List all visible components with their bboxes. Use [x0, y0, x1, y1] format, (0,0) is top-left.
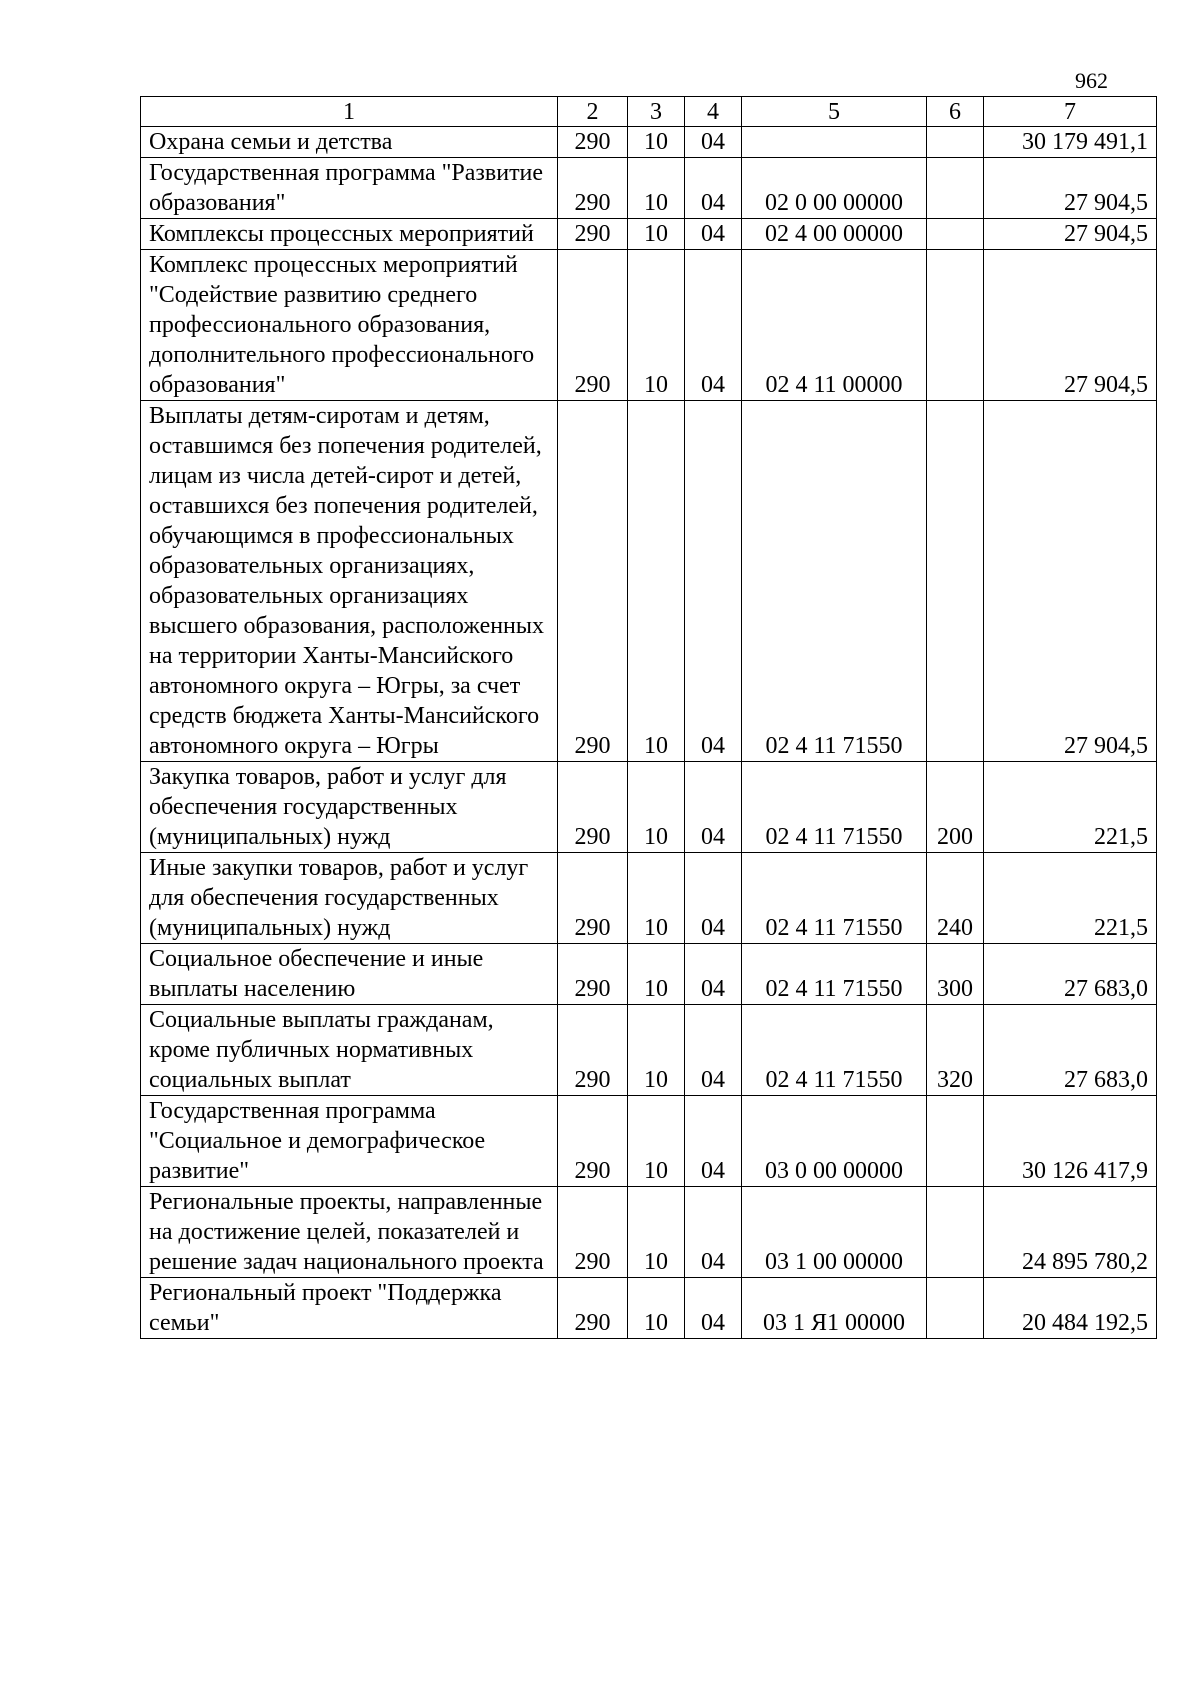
- cell-section: 10: [628, 127, 685, 158]
- cell-target: 03 1 00 00000: [742, 1187, 927, 1278]
- cell-type: 240: [927, 853, 984, 944]
- header-cell-type: 6: [927, 97, 984, 127]
- cell-type: [927, 127, 984, 158]
- table-body: [141, 127, 1157, 1339]
- table-row: [141, 944, 1157, 1005]
- cell-type: [927, 1096, 984, 1187]
- cell-subsection: 04: [685, 158, 742, 219]
- cell-admin: 290: [558, 250, 628, 401]
- cell-admin: 290: [558, 762, 628, 853]
- cell-name: Выплаты детям-сиротам и детям, оставшимся без попечения родителей, лицам из числа детей-сирот и детей, оставшихся без попечения родителей, обучающимся в профессиональных образовательных организациях, образовательных организациях высшего образования, расположенных на территории Ханты-Мансийского автономного округа – Югры, за счет средств бюджета Ханты-Мансийского автономного округа – Югры: [141, 401, 558, 762]
- cell-target: 02 4 11 71550: [742, 853, 927, 944]
- cell-section: 10: [628, 944, 685, 1005]
- table-row: [141, 401, 1157, 762]
- cell-subsection: 04: [685, 127, 742, 158]
- cell-section: 10: [628, 1278, 685, 1339]
- cell-amount: 221,5: [984, 762, 1157, 853]
- table-row: [141, 250, 1157, 401]
- cell-section: 10: [628, 401, 685, 762]
- cell-section: 10: [628, 1096, 685, 1187]
- cell-admin: 290: [558, 127, 628, 158]
- header-row: [141, 97, 1157, 127]
- cell-name: Социальное обеспечение и иные выплаты населению: [141, 944, 558, 1005]
- cell-target: 02 4 11 71550: [742, 762, 927, 853]
- cell-type: [927, 219, 984, 250]
- cell-subsection: 04: [685, 1005, 742, 1096]
- cell-section: 10: [628, 1005, 685, 1096]
- cell-name: Государственная программа "Социальное и демографическое развитие": [141, 1096, 558, 1187]
- header-cell-target: 5: [742, 97, 927, 127]
- header-cell-amount: 7: [984, 97, 1157, 127]
- cell-target: [742, 127, 927, 158]
- table-row: [141, 158, 1157, 219]
- cell-admin: 290: [558, 219, 628, 250]
- cell-section: 10: [628, 1187, 685, 1278]
- cell-target: 02 4 00 00000: [742, 219, 927, 250]
- cell-type: 320: [927, 1005, 984, 1096]
- cell-section: 10: [628, 158, 685, 219]
- cell-amount: 27 683,0: [984, 1005, 1157, 1096]
- cell-subsection: 04: [685, 401, 742, 762]
- cell-amount: 27 904,5: [984, 219, 1157, 250]
- cell-name: Государственная программа "Развитие образования": [141, 158, 558, 219]
- cell-admin: 290: [558, 1278, 628, 1339]
- cell-section: 10: [628, 219, 685, 250]
- cell-name: Иные закупки товаров, работ и услуг для обеспечения государственных (муниципальных) нужд: [141, 853, 558, 944]
- cell-type: 300: [927, 944, 984, 1005]
- cell-amount: 27 904,5: [984, 250, 1157, 401]
- header-cell-admin: 2: [558, 97, 628, 127]
- cell-subsection: 04: [685, 1278, 742, 1339]
- budget-table: [140, 96, 1157, 1339]
- cell-type: 200: [927, 762, 984, 853]
- table-row: [141, 1278, 1157, 1339]
- table-row: [141, 1096, 1157, 1187]
- cell-amount: 30 126 417,9: [984, 1096, 1157, 1187]
- cell-target: 02 4 11 00000: [742, 250, 927, 401]
- cell-subsection: 04: [685, 250, 742, 401]
- cell-amount: 27 904,5: [984, 401, 1157, 762]
- header-cell-subsection: 4: [685, 97, 742, 127]
- cell-section: 10: [628, 762, 685, 853]
- cell-type: [927, 158, 984, 219]
- cell-admin: 290: [558, 401, 628, 762]
- cell-target: 02 4 11 71550: [742, 944, 927, 1005]
- cell-section: 10: [628, 250, 685, 401]
- cell-amount: 27 904,5: [984, 158, 1157, 219]
- header-cell-name: 1: [141, 97, 558, 127]
- cell-admin: 290: [558, 853, 628, 944]
- cell-type: [927, 401, 984, 762]
- cell-target: 02 0 00 00000: [742, 158, 927, 219]
- cell-type: [927, 1278, 984, 1339]
- cell-admin: 290: [558, 1187, 628, 1278]
- table-row: [141, 219, 1157, 250]
- cell-name: Комплексы процессных мероприятий: [141, 219, 558, 250]
- cell-name: Социальные выплаты гражданам, кроме публичных нормативных социальных выплат: [141, 1005, 558, 1096]
- cell-amount: 30 179 491,1: [984, 127, 1157, 158]
- cell-amount: 221,5: [984, 853, 1157, 944]
- table-row: [141, 1187, 1157, 1278]
- cell-amount: 24 895 780,2: [984, 1187, 1157, 1278]
- cell-name: Охрана семьи и детства: [141, 127, 558, 158]
- cell-admin: 290: [558, 1005, 628, 1096]
- cell-subsection: 04: [685, 944, 742, 1005]
- cell-name: Региональные проекты, направленные на достижение целей, показателей и решение задач национального проекта: [141, 1187, 558, 1278]
- cell-type: [927, 1187, 984, 1278]
- table-row: [141, 127, 1157, 158]
- cell-target: 03 1 Я1 00000: [742, 1278, 927, 1339]
- cell-name: Региональный проект "Поддержка семьи": [141, 1278, 558, 1339]
- table-row: [141, 1005, 1157, 1096]
- header-cell-section: 3: [628, 97, 685, 127]
- cell-target: 02 4 11 71550: [742, 1005, 927, 1096]
- cell-section: 10: [628, 853, 685, 944]
- cell-subsection: 04: [685, 1096, 742, 1187]
- cell-subsection: 04: [685, 219, 742, 250]
- cell-admin: 290: [558, 1096, 628, 1187]
- cell-admin: 290: [558, 944, 628, 1005]
- cell-admin: 290: [558, 158, 628, 219]
- table-row: [141, 762, 1157, 853]
- cell-name: Комплекс процессных мероприятий "Содействие развитию среднего профессионального образования, дополнительного профессионального образования": [141, 250, 558, 401]
- cell-subsection: 04: [685, 762, 742, 853]
- cell-amount: 20 484 192,5: [984, 1278, 1157, 1339]
- cell-subsection: 04: [685, 1187, 742, 1278]
- cell-amount: 27 683,0: [984, 944, 1157, 1005]
- cell-type: [927, 250, 984, 401]
- page-number: 962: [1075, 68, 1108, 93]
- cell-subsection: 04: [685, 853, 742, 944]
- cell-target: 02 4 11 71550: [742, 401, 927, 762]
- cell-name: Закупка товаров, работ и услуг для обеспечения государственных (муниципальных) нужд: [141, 762, 558, 853]
- cell-target: 03 0 00 00000: [742, 1096, 927, 1187]
- table-row: [141, 853, 1157, 944]
